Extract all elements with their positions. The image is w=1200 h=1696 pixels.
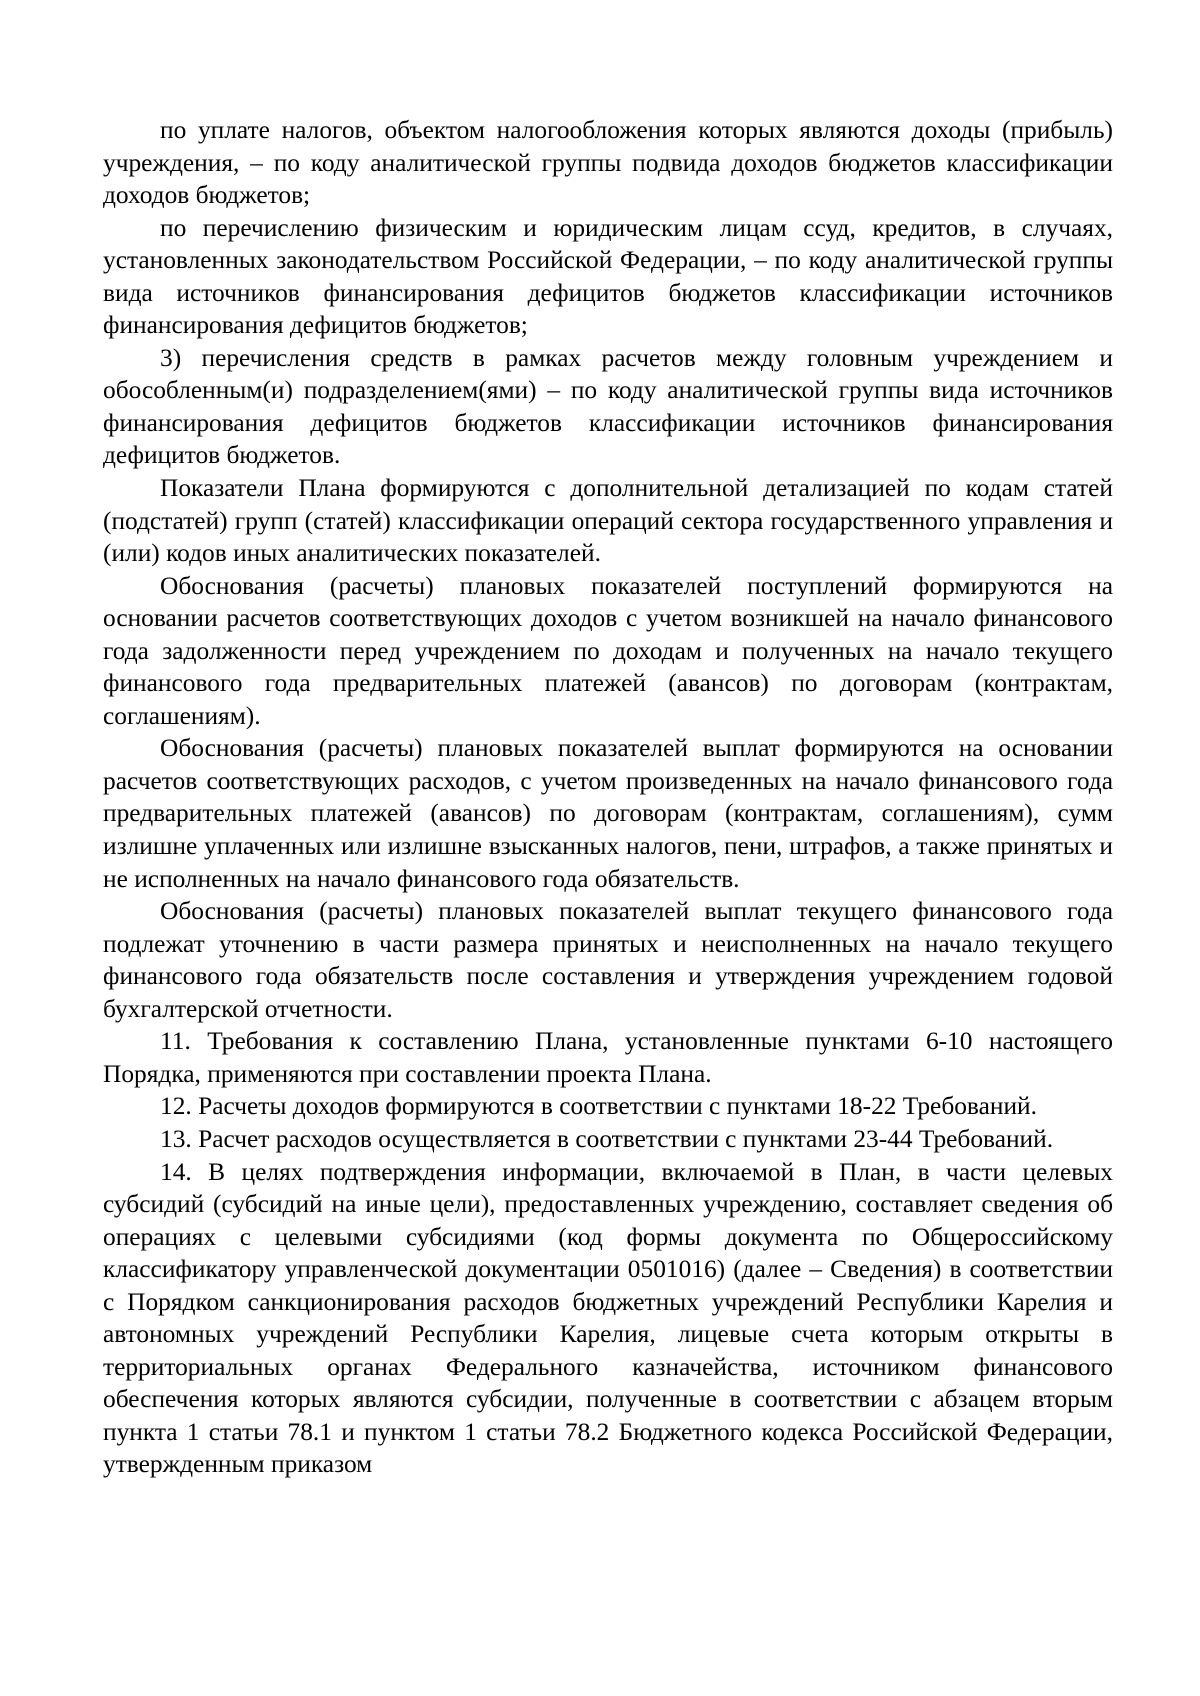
paragraph-item-12: 12. Расчеты доходов формируются в соответствии с пунктами 18-22 Требований.: [160, 1092, 1037, 1121]
paragraph-loans: по перечислению физическим и юридическим лицам ссуд, кредитов, в случаях, установленных законодательством Российской Федерации, – по коду аналитической группы вида источников финансирования дефицитов бюджетов классификации источников финансирования дефицитов бюджетов;: [103, 213, 1113, 340]
paragraph-plan-indicators: Показатели Плана формируются с дополнительной детализацией по кодам статей (подстатей) групп (статей) классификации операций сектора государственного управления и (или) кодов иных аналитических показателей.: [103, 474, 1113, 568]
paragraph-item-11: 11. Требования к составлению Плана, установленные пунктами 6-10 настоящего Порядка, применяются при составлении проекта Плана.: [103, 1027, 1113, 1088]
paragraph-transfers: 3) перечисления средств в рамках расчетов между головным учреждением и обособленным(и) подразделением(ями) – по коду аналитической группы вида источников финансирования дефицитов бюджетов классификации источников финансирования дефицитов бюджетов.: [103, 343, 1113, 470]
paragraph-receipts-justification: Обоснования (расчеты) плановых показателей поступлений формируются на основании расчетов соответствующих доходов с учетом возникшей на начало финансового года задолженности перед учреждением по доходам и полученных на начало текущего финансового года предварительных платежей (авансов) по договорам (контрактам, соглашениям).: [103, 571, 1113, 730]
document-body: [103, 114, 1113, 1481]
paragraph-payments-justification: Обоснования (расчеты) плановых показателей выплат формируются на основании расчетов соответствующих расходов, с учетом произведенных на начало финансового года предварительных платежей (авансов) по договорам (контрактам, соглашениям), сумм излишне уплаченных или излишне взысканных налогов, пени, штрафов, а также принятых и не исполненных на начало финансового года обязательств.: [103, 734, 1113, 893]
paragraph-item-14: 14. В целях подтверждения информации, включаемой в План, в части целевых субсидий (субсидий на иные цели), предоставленных учреждению, составляет сведения об операциях с целевыми субсидиями (код формы документа по Общероссийскому классификатору управленческой документации 0501016) (далее – Сведения) в соответствии с Порядком санкционирования расходов бюджетных учреждений Республики Карелия и автономных учреждений Республики Карелия, лицевые счета которым открыты в территориальных органах Федерального казначейства, источником финансового обеспечения которых являются субсидии, полученные в соответствии с абзацем вторым пункта 1 статьи 78.1 и пунктом 1 статьи 78.2 Бюджетного кодекса Российской Федерации, утвержденным приказом: [103, 1157, 1113, 1479]
paragraph-payments-clarification: Обоснования (расчеты) плановых показателей выплат текущего финансового года подлежат уточнению в части размера принятых и неисполненных на начало текущего финансового года обязательств после составления и утверждения учреждением годовой бухгалтерской отчетности.: [103, 897, 1113, 1023]
paragraph-taxes: по уплате налогов, объектом налогообложения которых являются доходы (прибыль) учреждения, – по коду аналитической группы подвида доходов бюджетов классификации доходов бюджетов;: [103, 116, 1113, 210]
paragraph-item-13: 13. Расчет расходов осуществляется в соответствии с пунктами 23-44 Требований.: [160, 1124, 1054, 1153]
